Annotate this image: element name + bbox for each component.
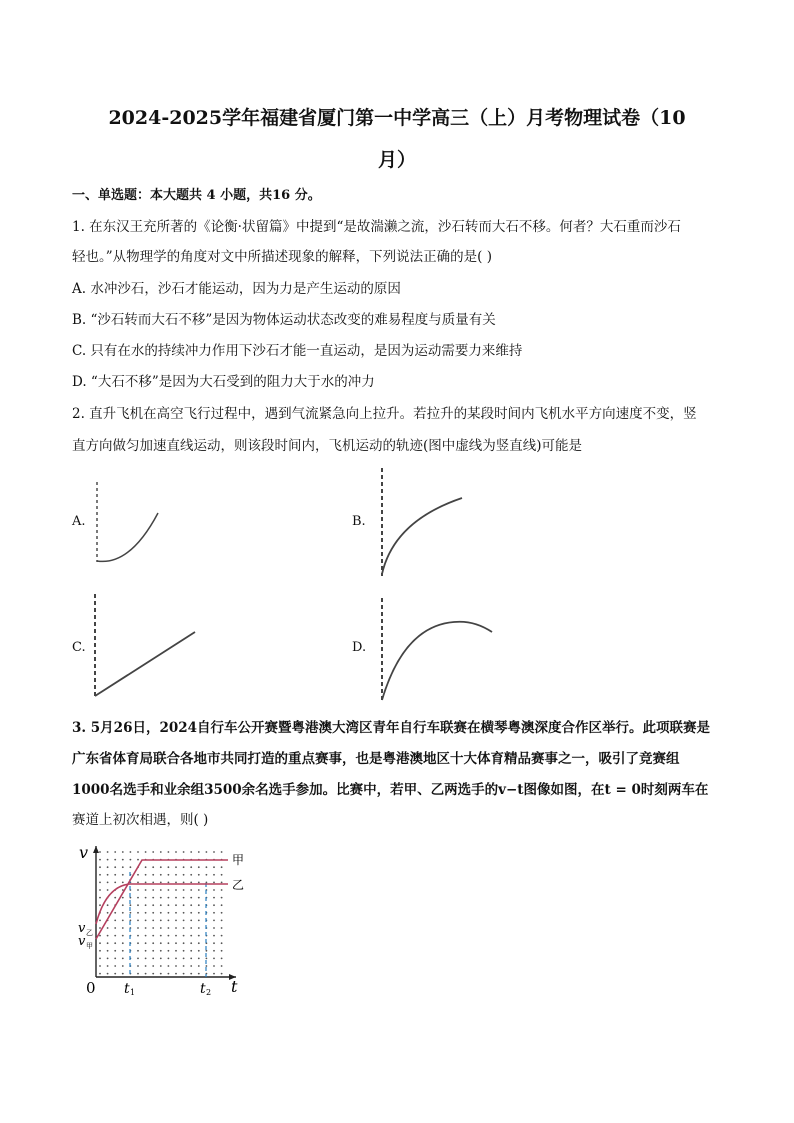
grid-dot	[198, 889, 200, 891]
trajectory-line	[95, 632, 195, 696]
grid-dot	[221, 950, 223, 952]
grid-dot	[122, 927, 124, 929]
grid-dot	[168, 942, 170, 944]
grid-dot	[221, 927, 223, 929]
grid-dot	[145, 973, 147, 975]
grid-dot	[221, 958, 223, 960]
grid-dot	[137, 927, 139, 929]
grid-dot	[152, 882, 154, 884]
grid-dots	[99, 851, 222, 974]
grid-dot	[130, 904, 132, 906]
grid-dot	[99, 866, 101, 868]
grid-dot	[190, 897, 192, 899]
grid-dot	[114, 935, 116, 937]
grid-dot	[137, 958, 139, 960]
grid-dot	[160, 927, 162, 929]
grid-dot	[198, 950, 200, 952]
grid-dot	[99, 859, 101, 861]
grid-dot	[145, 912, 147, 914]
t2-label: t	[200, 981, 206, 997]
grid-dot	[137, 897, 139, 899]
grid-dot	[114, 973, 116, 975]
grid-dot	[221, 920, 223, 922]
grid-dot	[145, 965, 147, 967]
v-axis-label: v	[78, 843, 88, 862]
grid-dot	[183, 889, 185, 891]
grid-dot	[137, 904, 139, 906]
grid-dot	[160, 912, 162, 914]
grid-dot	[183, 904, 185, 906]
grid-dot	[183, 866, 185, 868]
grid-dot	[130, 912, 132, 914]
grid-dot	[152, 851, 154, 853]
grid-dot	[145, 935, 147, 937]
grid-dot	[114, 920, 116, 922]
grid-dot	[206, 851, 208, 853]
grid-dot	[160, 904, 162, 906]
grid-dot	[114, 958, 116, 960]
grid-dot	[107, 965, 109, 967]
grid-dot	[168, 897, 170, 899]
q2-stem-line-2: 直方向做匀加速直线运动，则该段时间内，飞机运动的轨迹(图中虚线为竖直线)可能是	[72, 438, 583, 454]
v-yi-subscript: 乙	[86, 929, 93, 937]
grid-dot	[137, 942, 139, 944]
grid-dot	[190, 874, 192, 876]
grid-dot	[122, 920, 124, 922]
grid-dot	[168, 851, 170, 853]
grid-dot	[137, 920, 139, 922]
grid-dot	[190, 889, 192, 891]
grid-dot	[107, 904, 109, 906]
grid-dot	[198, 912, 200, 914]
grid-dot	[175, 927, 177, 929]
grid-dot	[122, 866, 124, 868]
grid-dot	[175, 889, 177, 891]
grid-dot	[122, 882, 124, 884]
grid-dot	[114, 942, 116, 944]
grid-dot	[198, 851, 200, 853]
grid-dot	[168, 920, 170, 922]
grid-dot	[168, 889, 170, 891]
q1-option-d: D. “大石不移”是因为大石受到的阻力大于水的冲力	[72, 374, 375, 390]
grid-dot	[160, 935, 162, 937]
grid-dot	[152, 950, 154, 952]
grid-dot	[190, 965, 192, 967]
grid-dot	[168, 958, 170, 960]
grid-dot	[183, 897, 185, 899]
grid-dot	[99, 973, 101, 975]
grid-dot	[107, 851, 109, 853]
grid-dot	[190, 935, 192, 937]
grid-dot	[107, 859, 109, 861]
grid-dot	[221, 851, 223, 853]
grid-dot	[221, 935, 223, 937]
grid-dot	[152, 958, 154, 960]
grid-dot	[137, 859, 139, 861]
q2-option-a-label: A.	[72, 514, 86, 529]
t1-label: t	[124, 981, 130, 997]
grid-dot	[160, 866, 162, 868]
grid-dot	[183, 927, 185, 929]
grid-dot	[122, 912, 124, 914]
grid-dot	[152, 973, 154, 975]
q2-option-d-figure	[374, 596, 499, 706]
grid-dot	[168, 965, 170, 967]
grid-dot	[160, 965, 162, 967]
grid-dot	[160, 874, 162, 876]
grid-dot	[99, 874, 101, 876]
grid-dot	[137, 889, 139, 891]
grid-dot	[99, 889, 101, 891]
grid-dot	[114, 965, 116, 967]
grid-dot	[175, 942, 177, 944]
q2-option-b-figure	[374, 466, 474, 581]
grid-dot	[213, 904, 215, 906]
grid-dot	[99, 897, 101, 899]
grid-dot	[107, 935, 109, 937]
grid-dot	[221, 866, 223, 868]
grid-dot	[213, 927, 215, 929]
grid-dot	[114, 851, 116, 853]
grid-dot	[206, 950, 208, 952]
grid-dot	[190, 927, 192, 929]
grid-dot	[107, 942, 109, 944]
grid-dot	[99, 958, 101, 960]
grid-dot	[107, 973, 109, 975]
grid-dot	[213, 958, 215, 960]
grid-dot	[213, 889, 215, 891]
grid-dot	[175, 958, 177, 960]
grid-dot	[160, 958, 162, 960]
grid-dot	[183, 942, 185, 944]
grid-dot	[198, 897, 200, 899]
grid-dot	[137, 973, 139, 975]
grid-dot	[198, 882, 200, 884]
q2-option-c-label: C.	[72, 640, 86, 655]
grid-dot	[137, 874, 139, 876]
grid-dot	[168, 912, 170, 914]
grid-dot	[114, 912, 116, 914]
grid-dot	[168, 935, 170, 937]
grid-dot	[221, 973, 223, 975]
grid-dot	[206, 965, 208, 967]
grid-dot	[145, 874, 147, 876]
q3-stem-line-4: 赛道上初次相遇，则( )	[72, 812, 209, 828]
grid-dot	[152, 866, 154, 868]
grid-dot	[190, 942, 192, 944]
v-yi-label: v	[78, 921, 86, 936]
grid-dot	[99, 882, 101, 884]
grid-dot	[175, 935, 177, 937]
grid-dot	[122, 942, 124, 944]
grid-dot	[213, 882, 215, 884]
q1-option-a: A. 水冲沙石，沙石才能运动，因为力是产生运动的原因	[72, 281, 401, 297]
grid-dot	[145, 927, 147, 929]
grid-dot	[114, 882, 116, 884]
q2-option-d-label: D.	[352, 640, 367, 655]
grid-dot	[213, 935, 215, 937]
grid-dot	[168, 882, 170, 884]
grid-dot	[190, 950, 192, 952]
grid-dot	[175, 920, 177, 922]
grid-dot	[206, 958, 208, 960]
grid-dot	[99, 950, 101, 952]
grid-dot	[137, 851, 139, 853]
grid-dot	[99, 965, 101, 967]
grid-dot	[198, 958, 200, 960]
page-title-line-2: 月）	[377, 149, 416, 171]
v-axis-arrow	[93, 846, 99, 853]
q1-option-b: B. “沙石转而大石不移”是因为物体运动状态改变的难易程度与质量有关	[72, 312, 496, 328]
grid-dot	[152, 904, 154, 906]
grid-dot	[213, 851, 215, 853]
q1-stem-line-2: 轻也。”从物理学的角度对文中所描述现象的解释，下列说法正确的是( )	[72, 249, 492, 265]
grid-dot	[175, 882, 177, 884]
v-jia-label: v	[78, 934, 86, 949]
grid-dot	[175, 950, 177, 952]
grid-dot	[190, 882, 192, 884]
grid-dot	[160, 882, 162, 884]
grid-dot	[107, 950, 109, 952]
grid-dot	[152, 942, 154, 944]
grid-dot	[183, 965, 185, 967]
series-jia-label: 甲	[232, 853, 245, 867]
q2-option-b-label: B.	[352, 514, 366, 529]
origin-label: 0	[86, 979, 96, 997]
grid-dot	[221, 912, 223, 914]
grid-dot	[122, 874, 124, 876]
grid-dot	[137, 935, 139, 937]
grid-dot	[183, 851, 185, 853]
grid-dot	[198, 965, 200, 967]
grid-dot	[107, 958, 109, 960]
grid-dot	[213, 866, 215, 868]
grid-dot	[190, 958, 192, 960]
grid-dot	[114, 950, 116, 952]
grid-dot	[206, 866, 208, 868]
grid-dot	[175, 965, 177, 967]
grid-dot	[213, 950, 215, 952]
q3-stem-line-3: 1000名选手和业余组3500余名选手参加。比赛中，若甲、乙两选手的v−t图像如图，在t = 0时刻两车在	[72, 782, 709, 798]
grid-dot	[145, 889, 147, 891]
grid-dot	[213, 912, 215, 914]
grid-dot	[152, 897, 154, 899]
grid-dot	[122, 935, 124, 937]
grid-dot	[160, 920, 162, 922]
grid-dot	[190, 851, 192, 853]
grid-dot	[152, 874, 154, 876]
grid-dot	[145, 866, 147, 868]
grid-dot	[114, 897, 116, 899]
grid-dot	[198, 973, 200, 975]
grid-dot	[107, 874, 109, 876]
grid-dot	[114, 874, 116, 876]
grid-dot	[152, 912, 154, 914]
q3-stem-line-2: 广东省体育局联合各地市共同打造的重点赛事，也是粤港澳地区十大体育精品赛事之一，吸引了竞赛组	[72, 751, 680, 767]
grid-dot	[175, 912, 177, 914]
grid-dot	[183, 874, 185, 876]
q2-option-c-figure	[88, 592, 203, 702]
grid-dot	[221, 897, 223, 899]
grid-dot	[213, 920, 215, 922]
grid-dot	[152, 927, 154, 929]
grid-dot	[122, 897, 124, 899]
grid-dot	[175, 874, 177, 876]
grid-dot	[160, 851, 162, 853]
grid-dot	[122, 958, 124, 960]
grid-dot	[160, 973, 162, 975]
grid-dot	[213, 965, 215, 967]
grid-dot	[221, 965, 223, 967]
grid-dot	[122, 904, 124, 906]
grid-dot	[198, 866, 200, 868]
q1-stem-line-1: 1. 在东汉王充所著的《论衡·状留篇》中提到“是故湍濑之流，沙石转而大石不移。何者？大石重而沙石	[72, 219, 681, 235]
grid-dot	[152, 889, 154, 891]
grid-dot	[221, 874, 223, 876]
v-jia-subscript: 甲	[86, 942, 93, 950]
grid-dot	[183, 958, 185, 960]
grid-dot	[145, 958, 147, 960]
grid-dot	[99, 920, 101, 922]
grid-dot	[175, 851, 177, 853]
grid-dot	[145, 950, 147, 952]
grid-dot	[145, 851, 147, 853]
grid-dot	[160, 942, 162, 944]
t2-subscript: 2	[206, 988, 212, 997]
grid-dot	[175, 904, 177, 906]
grid-dot	[107, 866, 109, 868]
grid-dot	[99, 851, 101, 853]
grid-dot	[198, 874, 200, 876]
page-title-line-1: 2024-2025学年福建省厦门第一中学高三（上）月考物理试卷（10	[108, 107, 686, 129]
grid-dot	[221, 889, 223, 891]
grid-dot	[145, 920, 147, 922]
grid-dot	[221, 882, 223, 884]
grid-dot	[122, 950, 124, 952]
t-axis-label: t	[231, 977, 238, 996]
grid-dot	[99, 942, 101, 944]
grid-dot	[198, 920, 200, 922]
grid-dot	[168, 904, 170, 906]
grid-dot	[190, 904, 192, 906]
q3-stem-line-1: 3. 5月26日，2024自行车公开赛暨粤港澳大湾区青年自行车联赛在横琴粤澳深度合作区举行。此项联赛是	[72, 720, 711, 736]
grid-dot	[145, 882, 147, 884]
grid-dot	[114, 866, 116, 868]
trajectory-curve	[97, 513, 158, 561]
grid-dot	[190, 920, 192, 922]
grid-dot	[190, 866, 192, 868]
grid-dot	[107, 889, 109, 891]
grid-dot	[130, 866, 132, 868]
grid-dot	[213, 897, 215, 899]
grid-dot	[152, 965, 154, 967]
grid-dot	[152, 920, 154, 922]
grid-dot	[213, 973, 215, 975]
q2-stem-line-1: 2. 直升飞机在高空飞行过程中，遇到气流紧急向上拉升。若拉升的某段时间内飞机水平方向速度不变，竖	[72, 406, 697, 422]
grid-dot	[198, 942, 200, 944]
grid-dot	[114, 859, 116, 861]
grid-dot	[206, 874, 208, 876]
grid-dot	[213, 942, 215, 944]
grid-dot	[183, 950, 185, 952]
grid-dot	[175, 897, 177, 899]
grid-dot	[107, 912, 109, 914]
grid-dot	[107, 882, 109, 884]
grid-dot	[183, 882, 185, 884]
grid-dot	[99, 904, 101, 906]
grid-dot	[190, 912, 192, 914]
grid-dot	[213, 874, 215, 876]
grid-dot	[137, 882, 139, 884]
q2-option-a-figure	[90, 478, 170, 568]
grid-dot	[99, 935, 101, 937]
grid-dot	[168, 874, 170, 876]
grid-dot	[137, 950, 139, 952]
series-jia-line	[96, 860, 228, 939]
section-heading: 一、单选题：本大题共 4 小题，共16 分。	[72, 188, 321, 203]
series-yi-label: 乙	[232, 878, 245, 892]
t1-subscript: 1	[130, 988, 136, 997]
grid-dot	[183, 912, 185, 914]
grid-dot	[168, 866, 170, 868]
grid-dot	[122, 973, 124, 975]
grid-dot	[122, 851, 124, 853]
grid-dot	[198, 935, 200, 937]
grid-dot	[175, 973, 177, 975]
grid-dot	[137, 912, 139, 914]
grid-dot	[145, 942, 147, 944]
grid-dot	[114, 927, 116, 929]
grid-dot	[122, 859, 124, 861]
grid-dot	[160, 889, 162, 891]
grid-dot	[152, 935, 154, 937]
grid-dot	[175, 866, 177, 868]
grid-dot	[168, 927, 170, 929]
grid-dot	[190, 973, 192, 975]
grid-dot	[168, 950, 170, 952]
grid-dot	[168, 973, 170, 975]
grid-dot	[221, 904, 223, 906]
grid-dot	[145, 897, 147, 899]
trajectory-curve	[382, 622, 492, 700]
grid-dot	[130, 859, 132, 861]
trajectory-curve	[382, 498, 462, 574]
grid-dot	[183, 920, 185, 922]
grid-dot	[183, 935, 185, 937]
grid-dot	[160, 950, 162, 952]
grid-dot	[183, 973, 185, 975]
q1-option-c: C. 只有在水的持续冲力作用下沙石才能一直运动，是因为运动需要力来维持	[72, 343, 523, 359]
grid-dot	[122, 965, 124, 967]
grid-dot	[221, 942, 223, 944]
grid-dot	[160, 897, 162, 899]
grid-dot	[198, 904, 200, 906]
grid-dot	[198, 927, 200, 929]
grid-dot	[145, 904, 147, 906]
grid-dot	[137, 965, 139, 967]
q3-vt-graph	[76, 840, 256, 1000]
grid-dot	[99, 927, 101, 929]
grid-dot	[107, 927, 109, 929]
grid-dot	[130, 851, 132, 853]
